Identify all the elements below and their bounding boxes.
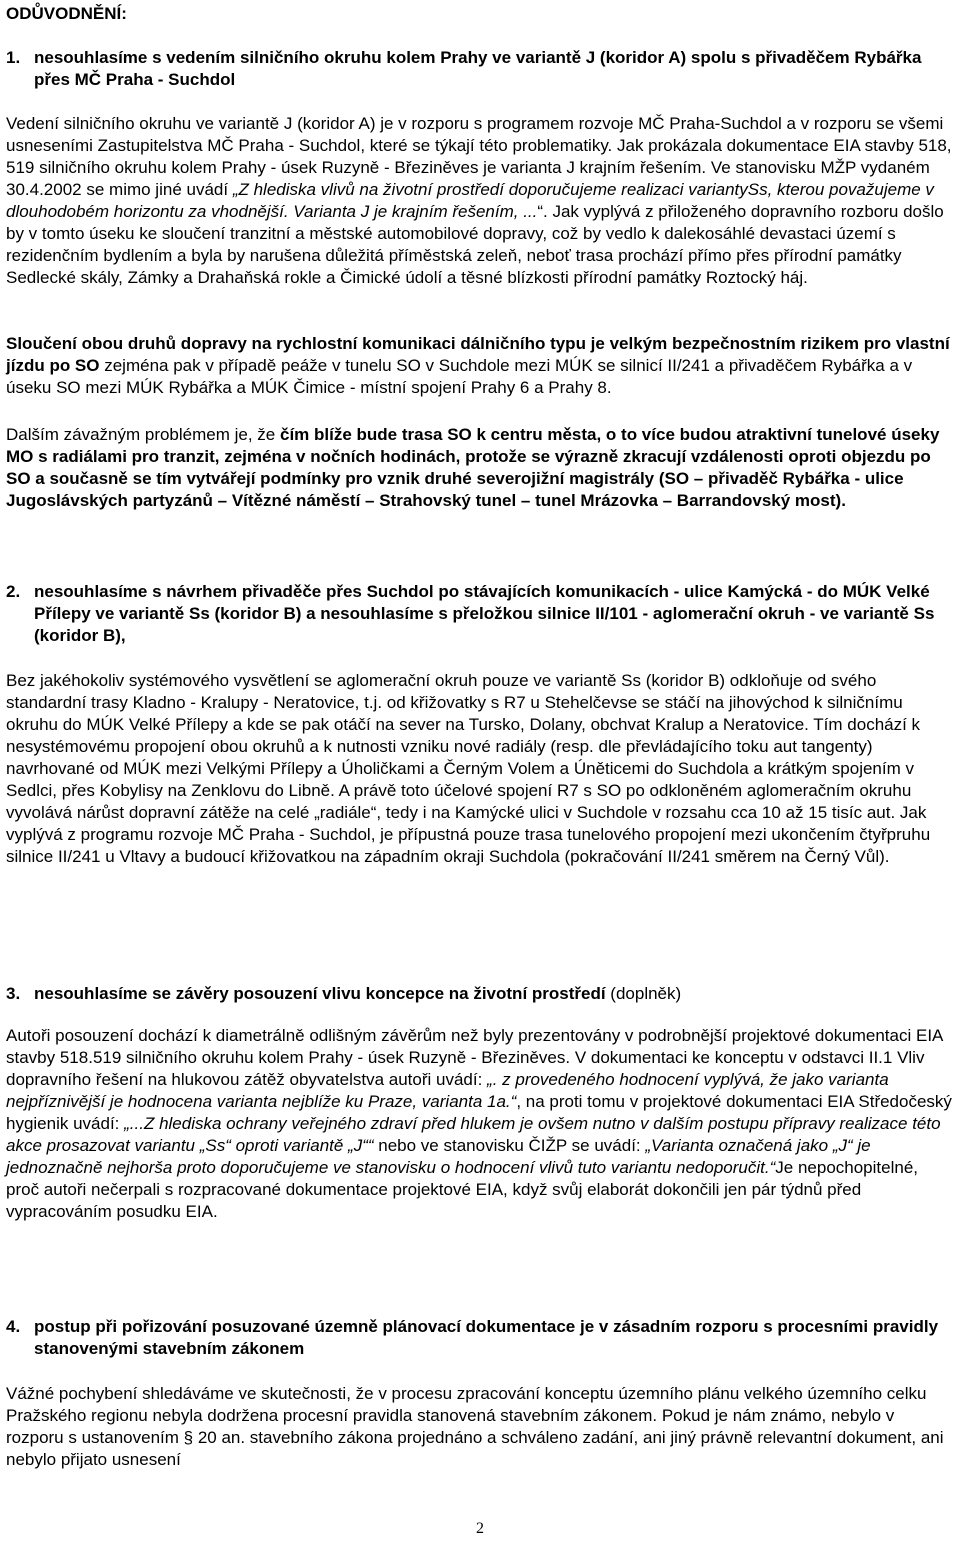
s1-p3-bold: čím blíže bude trasa SO k centru města, o to více budou atraktivní tunelové úseky MO s radiálami pro tranzit, zejména v nočních hodinách, protože se výrazně zkracují vzdálenosti oproti objezdu po SO a současně se tím vytvářejí podmínky pro vznik druhé severojižní magistrály (SO – přivaděč Rybářka - ulice Jugoslávských partyzánů – Vítězné náměstí – Strahovský tunel – tunel Mrázovka – Barrandovský most). (6, 425, 940, 510)
s3-p1-d: Je nepochopitelné, proč autoři nečerpali s rozpracované dokumentace projektové EIA, když svůj elaborát dokončili jen pár týdnů před vypracováním posudku EIA. (6, 1158, 919, 1221)
s1-p1-text: Vedení silničního okruhu ve variantě J (koridor A) je v rozporu s programem rozvoje MČ Praha-Suchdol a v rozporu se všemi usneseními Zastupitelstva MČ Praha - Suchdol, které se týkají této problematiky. Jak prokázala dokumentace EIA stavby 518, 519 silničního okruhu kolem Prahy - úsek Ruzyně - Březiněves je varianta J krajním řešením. Ve stanovisku MŽP vydaném 30.4.2002 se mimo jiné uvádí (6, 114, 952, 199)
section-2-title-text: nesouhlasíme s návrhem přivaděče přes Suchdol po stávajících komunikacích - ulice Kamýcká - do MÚK Velké Přílepy ve variantě Ss (koridor B) a nesouhlasíme s přeložkou silnice II/101 - aglomerační okruh - ve variantě Ss (koridor B), (34, 582, 935, 645)
section-4-number: 4. (6, 1317, 21, 1336)
section-3-title (6, 983, 954, 1005)
s3-p1-quote-2: „...Z hlediska ochrany veřejného zdraví před hlukem je ovšem nutno v dalším postupu přípravy realizace této akce prosazovat variantu „Ss“ oproti variantě „J““ (6, 1114, 941, 1155)
section-1-number: 1. (6, 48, 21, 67)
s1-p2-bold: Sloučení obou druhů dopravy na rychlostní komunikaci dálničního typu je velkým bezpečnostním rizikem pro vlastní jízdu po SO (6, 334, 950, 375)
s3-p1-c: nebo ve stanovisku ČIŽP se uvádí: (373, 1136, 646, 1155)
s1-p1-end: “. Jak vyplývá z přiloženého dopravního rozboru došlo by v tomto úseku ke sloučení tranzitní a městské automobilové dopravy, což by vedlo k dalekosáhlé devastaci území s rezidenčním bydlením a byla by narušena důležitá příměstská zeleň, neboť trasa prochází přímo přes přírodní památky Sedlecké skály, Zámky a Drahaňská rokle a Čimické údolí a těsné blízkosti přírodní památky Roztocký háj. (6, 202, 944, 287)
section-1-title (6, 47, 954, 91)
s3-title-suffix: (doplněk) (605, 984, 682, 1003)
section-2-title (6, 581, 954, 647)
section-3-paragraph-1 (6, 1025, 954, 1223)
section-1-paragraph-3 (6, 424, 954, 512)
document-heading: ODŮVODNĚNÍ: (6, 4, 127, 23)
section-1-paragraph-1 (6, 113, 954, 289)
section-1-paragraph-2 (6, 333, 954, 399)
section-3-title-text (34, 983, 954, 1005)
s1-p2-rest: zejména pak v případě peáže v tunelu SO v Suchdole mezi MÚK se silnicí II/241 a přivaděčem Rybářka a v úseku SO mezi MÚK Rybářka a MÚK Čimice - místní spojení Prahy 6 a Prahy 8. (6, 356, 913, 397)
s3-p1-quote-1: „. z provedeného hodnocení vyplývá, že jako varianta nejpříznivější je hodnocena varianta nejblíže ku Praze, varianta 1a.“ (6, 1070, 889, 1111)
page-number: 2 (476, 1520, 484, 1537)
section-2-number: 2. (6, 582, 21, 601)
s3-p1-quote-3: „Varianta označená jako „J“ je jednoznačně nejhorša proto doporučujeme ve stanovisku o hodnocení vlivů tuto variantu nedoporučit.“ (6, 1136, 871, 1177)
s1-p3-start: Dalším závažným problémem je, že (6, 425, 280, 444)
section-4-paragraph-1: Vážné pochybení shledáváme ve skutečnosti, že v procesu zpracování konceptu územního plánu velkého územního celku Pražského regionu nebyla dodržena procesní pravidla stanovená stavebním zákonem. Pokud je nám známo, nebylo v rozporu s ustanovením § 20 an. stavebního zákona projednáno a schváleno zadání, ani jiný právně relevantní dokument, ani nebylo přijato usnesení (6, 1384, 944, 1469)
section-3-number: 3. (6, 984, 21, 1003)
s3-p1-b: , na proti tomu v projektové dokumentaci EIA Středočeský hygienik uvádí: (6, 1092, 952, 1133)
s1-p1-quote: „Z hlediska vlivů na životní prostředí doporučujeme realizaci variantySs, kterou považujeme v dlouhodobém horizontu za vhodnější. Varianta J je krajním řešením, ... (6, 180, 934, 221)
section-2-paragraph-1: Bez jakéhokoliv systémového vysvětlení se aglomerační okruh pouze ve variantě Ss (koridor B) odkloňuje od svého standardní trasy Kladno - Kralupy - Neratovice, t.j. od křižovatky s R7 u Stehelčevse se stáčí na jihovýchod k silničnímu okruhu do MÚK Velké Přílepy a kde se pak otáčí na sever na Tursko, Dolany, obchvat Kralup a Neratovice. Tím dochází k nesystémovému propojení obou okruhů a k nutnosti vzniku nové radiály (resp. dle převládajícího toku aut tangenty) navrhované od MÚK mezi Velkými Přílepy a Úholičkami a Černým Volem a Úněticemi do Suchdola a krátkým spojením v Sedlci, přes Kobylisy na Zenklovu do Libně. A právě toto účelové spojení R7 s SO po odkloněném aglomeračním okruhu vyvolává nárůst dopravní zátěže na celé „radiále“, tedy i na Kamýcké ulici v Suchdole v rozsahu cca 10 až 15 tisíc aut. Jak vyplývá z programu rozvoje MČ Praha - Suchdol, je přípustná pouze trasa tunelového propojení mezi ukončením čtyřpruhu silnice II/241 u Vltavy a budoucí křižovatkou na západním okraji Suchdola (pokračování II/241 směrem na Černý Vůl). (6, 671, 931, 866)
section-4-title (6, 1316, 954, 1360)
s3-title-bold: nesouhlasíme se závěry posouzení vlivu koncepce na životní prostředí (34, 984, 606, 1003)
section-1-title-text: nesouhlasíme s vedením silničního okruhu kolem Prahy ve variantě J (koridor A) spolu s přivaděčem Rybářka přes MČ Praha - Suchdol (34, 48, 922, 89)
s3-p1-a: Autoři posouzení dochází k diametrálně odlišným závěrům než byly prezentovány v podrobnější projektové dokumentaci EIA stavby 518.519 silničního okruhu kolem Prahy - úsek Ruzyně - Březiněves. V dokumentaci ke konceptu v odstavci II.1 Vliv dopravního řešení na hlukovou zátěž obyvatelstva autoři uvádí: (6, 1026, 943, 1089)
section-4-title-text: postup při pořizování posuzované územně plánovací dokumentace je v zásadním rozporu s procesními pravidly stanovenými stavebním zákonem (34, 1317, 939, 1358)
